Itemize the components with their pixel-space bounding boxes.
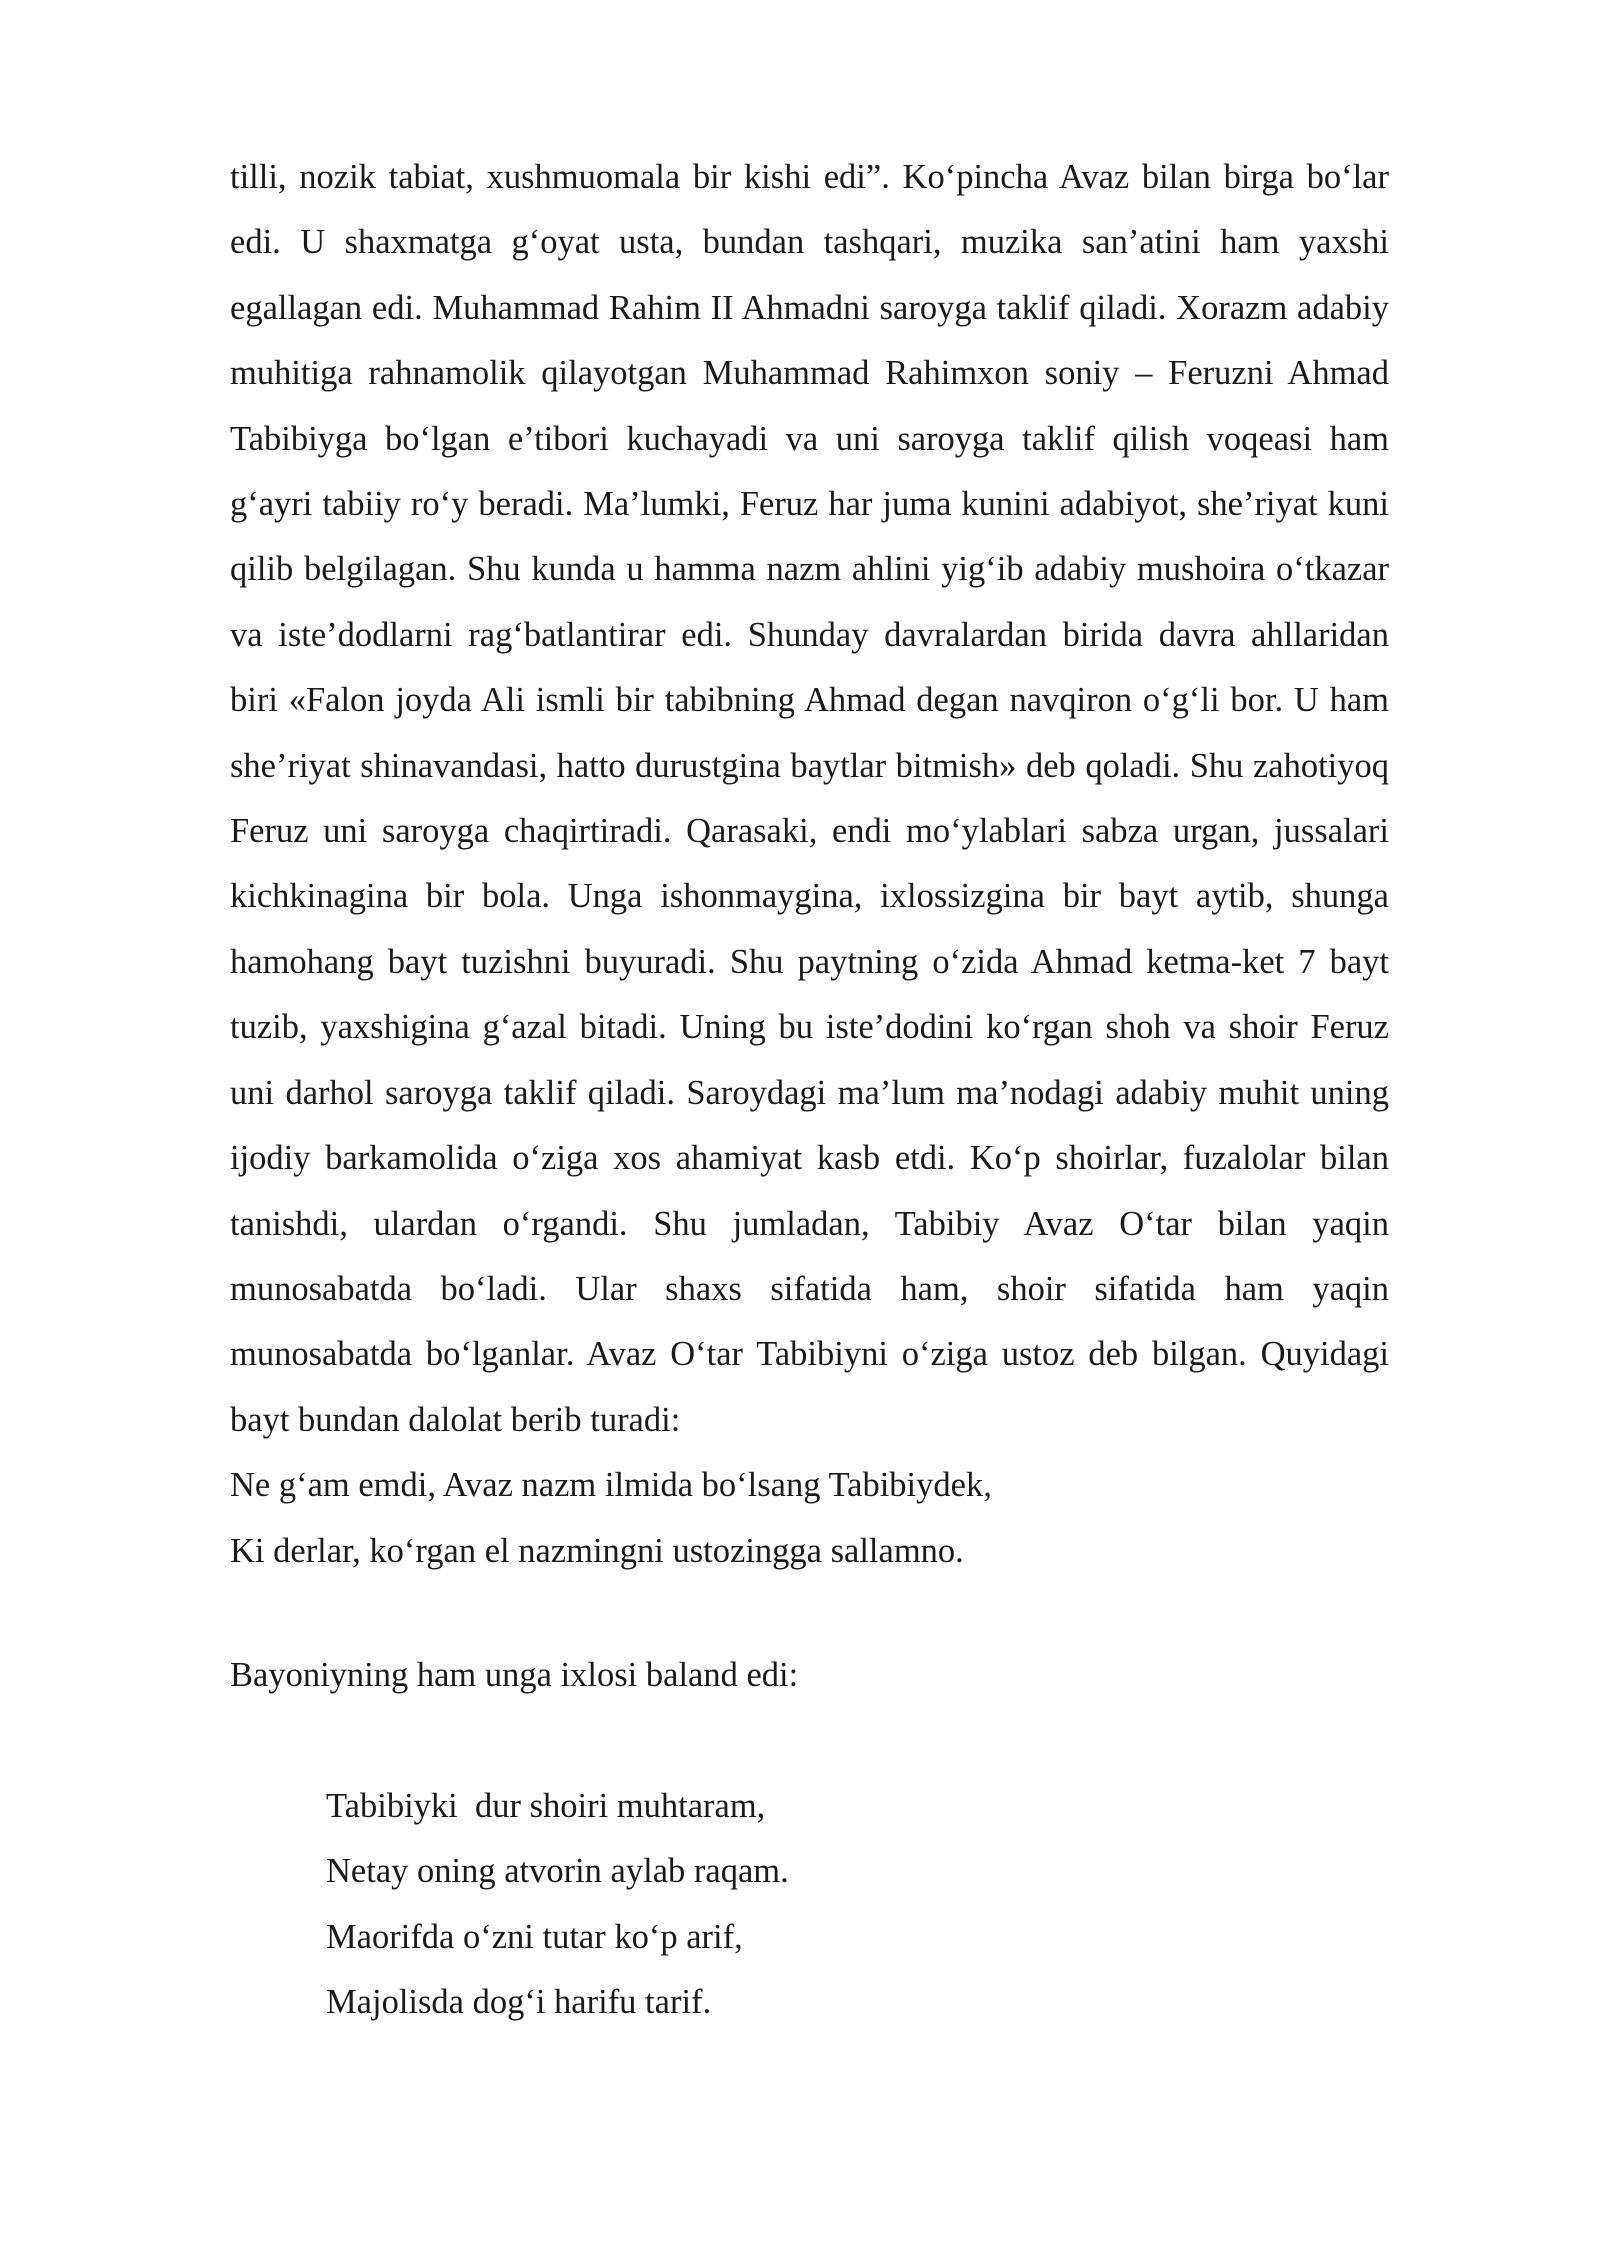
poem-line-2: Netay oning atvorin aylab raqam. bbox=[326, 1852, 789, 1891]
poem-line-3: Maorifda o‘zni tutar ko‘p arif, bbox=[326, 1917, 743, 1956]
verse-line-2: Ki derlar, ko‘rgan el nazmingni ustozingga sallamno. bbox=[230, 1531, 964, 1570]
poem-line-4: Majolisda dog‘i harifu tarif. bbox=[326, 1983, 712, 2022]
poem-intro-line: Bayoniyning ham unga ixlosi baland edi: bbox=[230, 1656, 799, 1694]
main-text-block bbox=[230, 145, 1389, 1584]
verse-line-1: Ne g‘am emdi, Avaz nazm ilmida bo‘lsang Tabibiydek, bbox=[230, 1466, 992, 1505]
body-paragraph: tilli, nozik tabiat, xushmuomala bir kishi edi”. Ko‘pincha Avaz bilan birga bo‘lar edi. U shaxmatga g‘oyat usta, bundan tashqari, muzika san’atini ham yaxshi egallagan edi. Muhammad Rahim II Ahmadni saroyga taklif qiladi. Xorazm adabiy muhitiga rahnamolik qilayotgan Muhammad Rahimxon soniy – Feruzni Ahmad Tabibiyga bo‘lgan e’tibori kuchayadi va uni saroyga taklif qilish voqeasi ham g‘ayri tabiiy ro‘y beradi. Ma’lumki, Feruz har juma kunini adabiyot, she’riyat kuni qilib belgilagan. Shu kunda u hamma nazm ahlini yig‘ib adabiy mushoira o‘tkazar va iste’dodlarni rag‘batlantirar edi. Shunday davralardan birida davra ahllaridan biri «Falon joyda Ali ismli bir tabibning Ahmad degan navqiron o‘g‘li bor. U ham she’riyat shinavandasi, hatto durustgina baytlar bitmish» deb qoladi. Shu zahotiyoq Feruz uni saroyga chaqirtiradi. Qarasaki, endi mo‘ylablari sabza urgan, jussalari kichkinagina bir bola. Unga ishonmaygina, ixlossizgina bir bayt aytib, shunga hamohang bayt tuzishni buyuradi. Shu paytning o‘zida Ahmad ketma-ket 7 bayt tuzib, yaxshigina g‘azal bitadi. Uning bu iste’dodini ko‘rgan shoh va shoir Feruz uni darhol saroyga taklif qiladi. Saroydagi ma’lum ma’nodagi adabiy muhit uning ijodiy barkamolida o‘ziga xos ahamiyat kasb etdi. Ko‘p shoirlar, fuzalolar bilan tanishdi, ulardan o‘rgandi. Shu jumladan, Tabibiy Avaz O‘tar bilan yaqin munosabatda bo‘ladi. Ular shaxs sifatida ham, shoir sifatida ham yaqin munosabatda bo‘lganlar. Avaz O‘tar Tabibiyni o‘ziga ustoz deb bilgan. Quyidagi bayt bundan dalolat berib turadi: bbox=[230, 158, 1389, 1439]
poem-line-1: Tabibiyki dur shoiri muhtaram, bbox=[326, 1787, 766, 1825]
poem-block bbox=[326, 1774, 789, 2036]
